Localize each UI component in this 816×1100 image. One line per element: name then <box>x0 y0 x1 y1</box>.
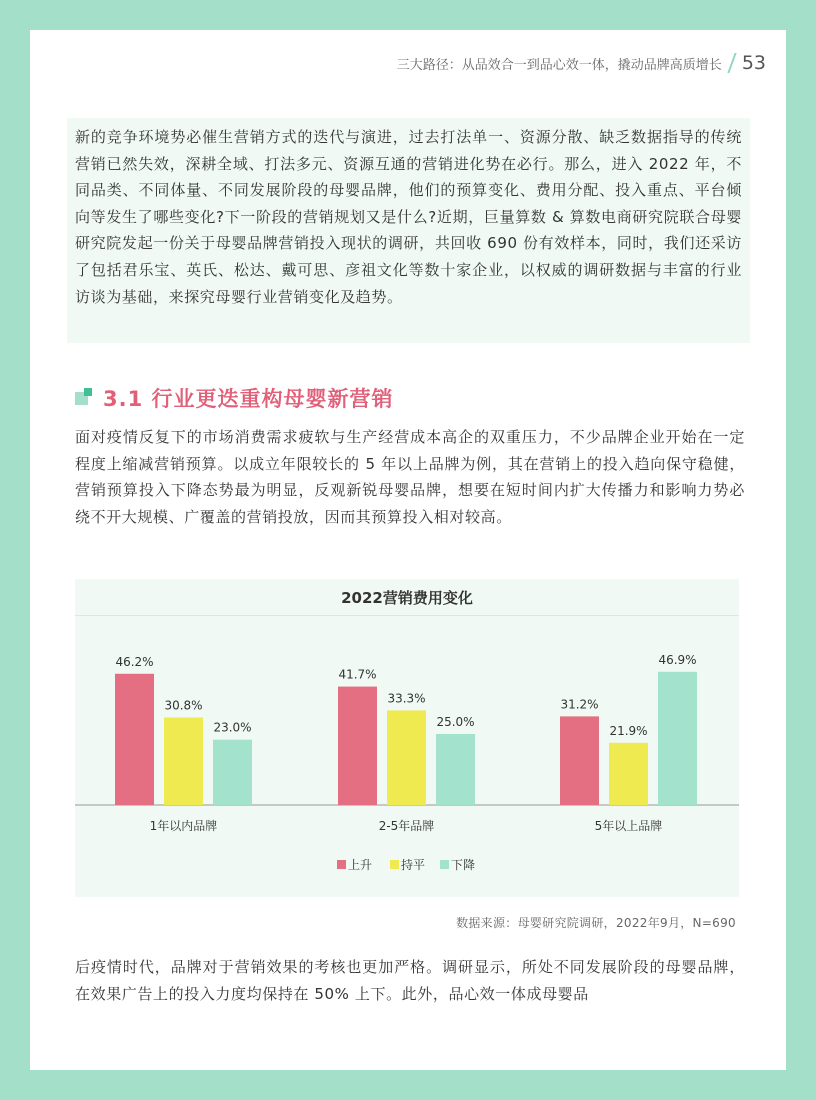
bar-持平-2 <box>609 743 648 805</box>
page-number: 53 <box>741 52 766 74</box>
bar-上升-2 <box>560 716 599 805</box>
data-label: 33.3% <box>387 691 426 706</box>
category-label: 2-5年品牌 <box>378 819 435 833</box>
intro-text: 新的竞争环境势必催生营销方式的迭代与演进，过去打法单一、资源分散、缺乏数据指导的传统营销已然失效，深耕全域、打法多元、资源互通的营销进化势在必行。那么，进入 2022 年，不同品类、不同体量、不同发展阶段的母婴品牌，他们的预算变化、费用分配、投入重点、平台倾向等发生了哪些变化?下一阶段的营销规划又是什么?近期，巨量算数 & 算数电商研究院联合母婴研究院发起一份关于母婴品牌营销投入现状的调研，共回收 690 份有效样本，同时，我们还采访了包括君乐宝、英氏、松达、戴可思、彦祖文化等数十家企业，以权威的调研数据与丰富的行业访谈为基础，来探究母婴行业营销变化及趋势。 <box>75 128 742 306</box>
bar-下降-0 <box>213 740 252 805</box>
bar-上升-1 <box>338 687 377 805</box>
legend-swatch-下降 <box>440 860 449 869</box>
legend-label: 下降 <box>451 858 476 872</box>
paragraph-2: 后疫情时代，品牌对于营销效果的考核也更加严格。调研显示，所处不同发展阶段的母婴品牌，在效果广告上的投入力度均保持在 50% 上下。此外，品心效一体成母婴品 <box>75 958 745 1003</box>
bar-持平-1 <box>387 710 426 805</box>
running-header <box>397 52 766 74</box>
intro-box <box>67 118 750 343</box>
bar-上升-0 <box>115 674 154 805</box>
data-label: 31.2% <box>560 697 599 712</box>
data-label: 46.2% <box>115 654 154 669</box>
data-label: 25.0% <box>436 715 475 729</box>
section-square-icon <box>75 388 95 408</box>
bar-下降-1 <box>436 734 475 805</box>
data-label: 41.7% <box>338 667 377 682</box>
category-label: 1年以内品牌 <box>149 819 218 833</box>
section-title: 3.1 行业更迭重构母婴新营销 <box>103 387 394 411</box>
bar-下降-2 <box>658 672 697 805</box>
source-note: 数据来源：母婴研究院调研，2022年9月，N=690 <box>456 916 736 930</box>
legend-swatch-上升 <box>337 860 346 869</box>
data-label: 21.9% <box>609 723 648 738</box>
bar-持平-0 <box>164 718 203 805</box>
chart <box>75 579 739 897</box>
running-title: 三大路径：从品效合一到品心效一体，撬动品牌高质增长 <box>396 57 722 73</box>
page <box>30 30 786 1070</box>
header-divider <box>727 53 736 73</box>
chart-title: 2022营销费用变化 <box>341 588 473 607</box>
section-heading <box>75 383 394 413</box>
chart-canvas <box>75 579 739 897</box>
data-label: 46.9% <box>658 652 697 667</box>
paragraph-1: 面对疫情反复下的市场消费需求疲软与生产经营成本高企的双重压力，不少品牌企业开始在一定程度上缩减营销预算。以成立年限较长的 5 年以上品牌为例，其在营销上的投入趋向保守稳健，营销预算投入下降态势最为明显，反观新锐母婴品牌，想要在短时间内扩大传播力和影响力势必绕不开大规模、广覆盖的营销投放，因而其预算投入相对较高。 <box>75 428 745 526</box>
data-label: 23.0% <box>213 720 252 735</box>
legend-label: 上升 <box>348 858 373 872</box>
data-label: 30.8% <box>164 698 203 713</box>
legend-label: 持平 <box>401 858 426 872</box>
category-label: 5年以上品牌 <box>594 819 663 833</box>
legend-swatch-持平 <box>390 860 399 869</box>
